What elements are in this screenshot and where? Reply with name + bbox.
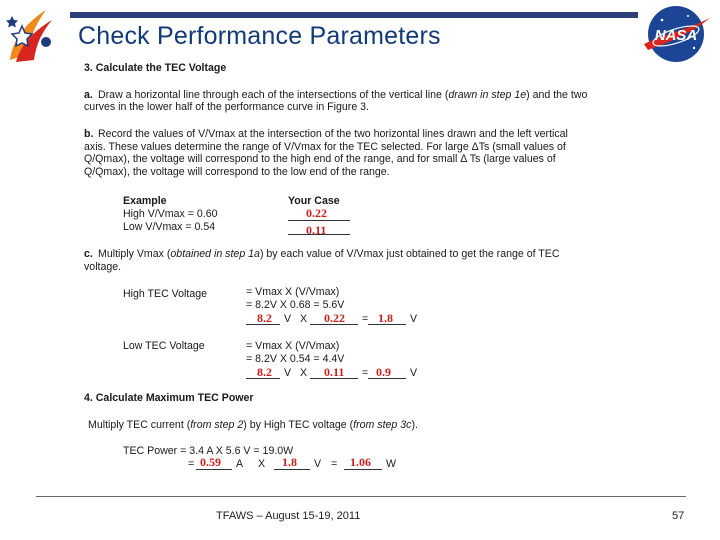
footer-conference: TFAWS – August 15-19, 2011 bbox=[216, 510, 361, 522]
nasa-logo bbox=[640, 4, 712, 64]
low-tec-label: Low TEC Voltage bbox=[123, 340, 205, 352]
your-case-high-line bbox=[288, 220, 350, 221]
power-voltage-line bbox=[274, 469, 310, 470]
low-result-line bbox=[368, 378, 406, 379]
high-ratio-value: 0.22 bbox=[324, 311, 345, 325]
low-vmax-line bbox=[246, 378, 280, 379]
power-current-value: 0.59 bbox=[200, 455, 221, 469]
low-result-value: 0.9 bbox=[376, 365, 391, 379]
step-c-line1: Multiply Vmax (obtained in step 1a) by each value of V/Vmax just obtained to get the range of TEC bbox=[98, 248, 560, 260]
tfaws-logo bbox=[2, 2, 66, 66]
high-ratio-line bbox=[310, 324, 358, 325]
high-vmax-line bbox=[246, 324, 280, 325]
high-tec-label: High TEC Voltage bbox=[123, 288, 208, 300]
low-vmax-value: 8.2 bbox=[257, 365, 272, 379]
high-x: X bbox=[300, 313, 308, 325]
step3-heading: 3. Calculate the TEC Voltage bbox=[84, 62, 227, 74]
high-eq: = bbox=[362, 313, 369, 325]
step-a-label: a. bbox=[84, 89, 93, 101]
page-title: Check Performance Parameters bbox=[78, 22, 441, 50]
step4-heading: 4. Calculate Maximum TEC Power bbox=[84, 392, 254, 404]
svg-text:NASA: NASA bbox=[654, 27, 698, 44]
tfaws-logo-graphic bbox=[2, 2, 66, 66]
high-result-line bbox=[368, 324, 406, 325]
high-unit-v1: V bbox=[284, 313, 292, 325]
step-a-line1: Draw a horizontal line through each of the intersections of the vertical line (drawn in step 1e) and the two bbox=[98, 89, 588, 101]
high-tec-row2: = 8.2V X 0.68 = 5.6V bbox=[246, 299, 345, 311]
power-current-line bbox=[196, 469, 232, 470]
your-case-high-value: 0.22 bbox=[306, 206, 327, 220]
power-unit-v: V bbox=[314, 458, 322, 470]
low-ratio-value: 0.11 bbox=[324, 365, 345, 379]
low-tec-row2: = 8.2V X 0.54 = 4.4V bbox=[246, 353, 345, 365]
low-eq: = bbox=[362, 367, 369, 379]
step4-line1: Multiply TEC current (from step 2) by High TEC voltage (from step 3c). bbox=[88, 419, 418, 431]
power-eq2: = bbox=[331, 458, 338, 470]
nasa-meatball-icon bbox=[640, 4, 712, 64]
power-unit-w: W bbox=[386, 458, 396, 470]
power-result-value: 1.06 bbox=[350, 455, 371, 469]
your-case-low-line bbox=[288, 234, 350, 235]
step-b-label: b. bbox=[84, 128, 94, 140]
power-result-line bbox=[344, 469, 382, 470]
low-unit-v1: V bbox=[284, 367, 292, 379]
title-bar bbox=[70, 12, 638, 18]
step4-formula: TEC Power = 3.4 A X 5.6 V = 19.0W bbox=[123, 445, 294, 457]
example-high: High V/Vmax = 0.60 bbox=[123, 208, 218, 220]
low-x: X bbox=[300, 367, 308, 379]
power-voltage-value: 1.8 bbox=[282, 455, 297, 469]
low-unit-v2: V bbox=[410, 367, 418, 379]
step-b-line4: Q/Qmax), the voltage will correspond to the low end of the range. bbox=[84, 166, 390, 178]
step-c-line2: voltage. bbox=[84, 261, 122, 273]
step-c-label: c. bbox=[84, 248, 93, 260]
your-case-low-value: 0.11 bbox=[306, 223, 327, 237]
high-result-value: 1.8 bbox=[378, 311, 393, 325]
power-unit-a: A bbox=[236, 458, 244, 470]
power-x: X bbox=[258, 458, 266, 470]
low-tec-row1: = Vmax X (V/Vmax) bbox=[246, 340, 340, 352]
your-case-heading: Your Case bbox=[288, 195, 340, 207]
example-low: Low V/Vmax = 0.54 bbox=[123, 221, 216, 233]
step-b-line1: Record the values of V/Vmax at the intersection of the two horizontal lines drawn and the left vertical bbox=[98, 128, 568, 140]
example-heading: Example bbox=[123, 195, 167, 207]
step-b-line2: axis. These values determine the range of V/Vmax for the TEC selected. For large ΔTs (small values of bbox=[84, 141, 566, 153]
high-unit-v2: V bbox=[410, 313, 418, 325]
footer-divider bbox=[36, 496, 686, 497]
low-ratio-line bbox=[310, 378, 358, 379]
power-eq: = bbox=[188, 458, 195, 470]
high-tec-row1: = Vmax X (V/Vmax) bbox=[246, 286, 340, 298]
high-vmax-value: 8.2 bbox=[257, 311, 272, 325]
step-b-line3: Q/Qmax), the voltage will correspond to the high end of the range, and for small Δ Ts (large values of bbox=[84, 153, 556, 165]
page-number: 57 bbox=[672, 510, 685, 522]
step-a-line2: curves in the lower half of the performance curve in Figure 3. bbox=[84, 101, 369, 113]
